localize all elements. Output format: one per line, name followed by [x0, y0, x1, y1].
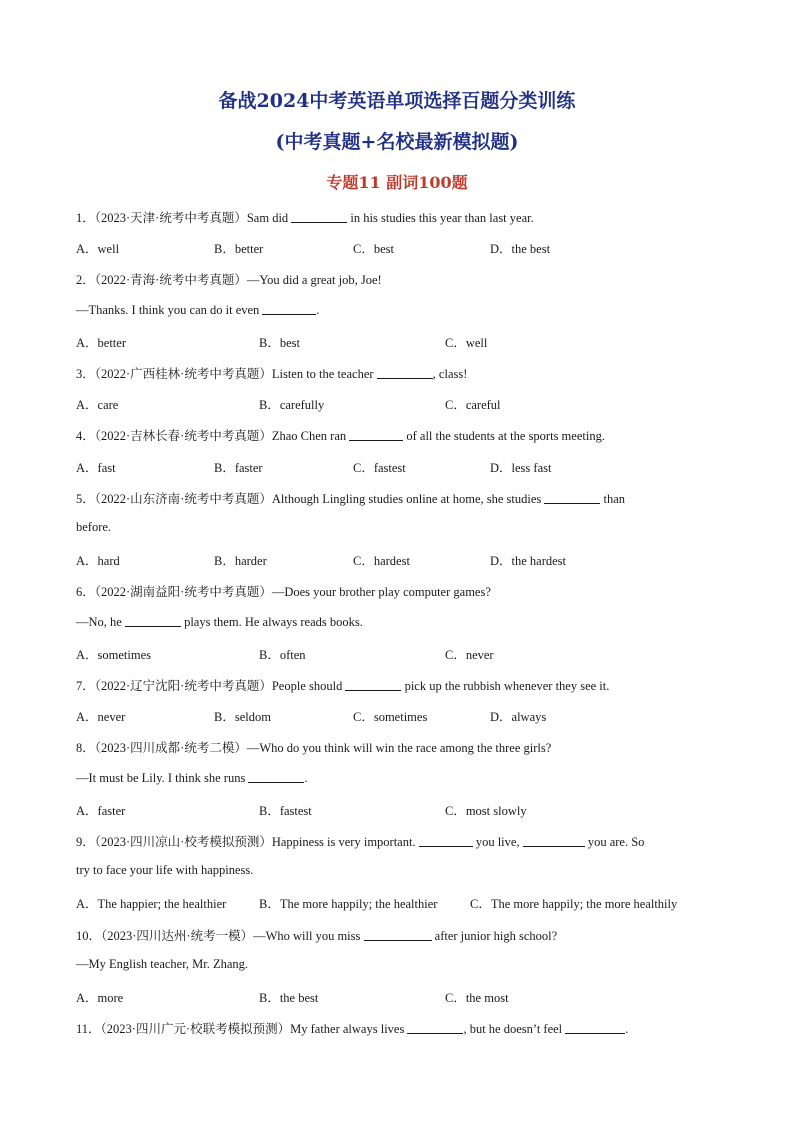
answer-blank — [523, 834, 585, 847]
question-8-line2: —It must be Lily. I think she runs . — [76, 771, 308, 785]
option-a: A．well — [76, 242, 120, 256]
answer-blank — [565, 1021, 625, 1034]
question-source: （2022·青海·统考中考真题） — [94, 273, 247, 287]
question-2-options — [76, 333, 716, 351]
option-b: B．seldom — [214, 710, 271, 724]
question-2-line2: —Thanks. I think you can do it even . — [76, 303, 320, 317]
answer-blank — [364, 928, 432, 941]
option-b: B．better — [214, 242, 264, 256]
question-8: 8．（2023·四川成都·统考二模）—Who do you think will win the race among the three girls? — [76, 741, 552, 755]
option-b: B．best — [259, 336, 300, 350]
option-c: C．well — [445, 336, 488, 350]
option-b: B．harder — [214, 554, 267, 568]
option-b: B．carefully — [259, 398, 325, 412]
option-b: B．faster — [214, 461, 263, 475]
answer-blank — [345, 678, 401, 691]
question-9: 9．（2023·四川凉山·校考模拟预测）Happiness is very important. you live, you are. So — [76, 835, 645, 849]
option-d: D．always — [490, 710, 547, 724]
question-number: 4． — [76, 429, 95, 443]
answer-blank — [248, 770, 304, 783]
answer-blank — [544, 491, 600, 504]
question-source: （2022·辽宁沈阳·统考中考真题） — [94, 679, 272, 693]
option-b: B．often — [259, 648, 306, 662]
question-number: 3． — [76, 367, 95, 381]
question-number: 7． — [76, 679, 95, 693]
question-6: 6．（2022·湖南益阳·统考中考真题）—Does your brother play computer games? — [76, 585, 491, 599]
option-a: A．care — [76, 398, 119, 412]
question-11: 11．（2023·四川广元·校联考模拟预测）My father always lives , but he doesn’t feel . — [76, 1022, 629, 1036]
answer-blank — [262, 302, 316, 315]
question-number: 8． — [76, 741, 95, 755]
question-5: 5．（2022·山东济南·统考中考真题）Although Lingling studies online at home, she studies than — [76, 492, 626, 506]
question-number: 5． — [76, 492, 95, 506]
question-number: 10． — [76, 929, 102, 943]
question-source: （2023·四川凉山·校考模拟预测） — [94, 835, 272, 849]
option-a: A．faster — [76, 804, 126, 818]
question-source: （2023·四川成都·统考二模） — [94, 741, 247, 755]
question-source: （2022·广西桂林·统考中考真题） — [94, 367, 272, 381]
option-a: A．sometimes — [76, 648, 151, 662]
answer-blank — [125, 614, 181, 627]
question-source: （2022·湖南益阳·统考中考真题） — [94, 585, 272, 599]
option-c: C．most slowly — [445, 804, 527, 818]
option-c: C．careful — [445, 398, 501, 412]
answer-blank — [407, 1021, 463, 1034]
question-8-options — [76, 801, 716, 819]
question-source: （2023·四川广元·校联考模拟预测） — [100, 1022, 291, 1036]
option-a: A．never — [76, 710, 126, 724]
option-d: D．the hardest — [490, 554, 567, 568]
question-source: （2023·天津·统考中考真题） — [94, 211, 247, 225]
question-7-options — [76, 707, 716, 725]
option-a: A．better — [76, 336, 126, 350]
option-d: D．less fast — [490, 461, 552, 475]
question-5-line2: before. — [76, 520, 112, 534]
document-title: 备战2024中考英语单项选择百题分类训练 — [218, 90, 576, 112]
answer-blank — [419, 834, 473, 847]
option-a: A．fast — [76, 461, 116, 475]
option-c: C．the most — [445, 991, 509, 1005]
option-b: B．The more happily; the healthier — [259, 897, 438, 911]
question-2: 2．（2022·青海·统考中考真题）—You did a great job, Joe! — [76, 273, 382, 287]
option-a: A．more — [76, 991, 124, 1005]
document-title-line2: (中考真题+名校最新模拟题) — [275, 131, 519, 153]
question-10-line2: —My English teacher, Mr. Zhang. — [76, 957, 249, 971]
question-source: （2022·吉林长春·统考中考真题） — [94, 429, 272, 443]
question-6-options — [76, 645, 716, 663]
option-a: A．The happier; the healthier — [76, 897, 227, 911]
question-9-options — [76, 894, 716, 912]
question-5-options — [76, 551, 716, 569]
question-10: 10．（2023·四川达州·统考一模）—Who will you miss after junior high school? — [76, 929, 558, 943]
option-b: B．the best — [259, 991, 319, 1005]
question-1: 1．（2023·天津·统考中考真题）Sam did in his studies this year than last year. — [76, 211, 534, 225]
option-b: B．fastest — [259, 804, 312, 818]
question-number: 1． — [76, 211, 95, 225]
question-number: 2． — [76, 273, 95, 287]
option-c: C．never — [445, 648, 494, 662]
question-3: 3．（2022·广西桂林·统考中考真题）Listen to the teacher , class! — [76, 367, 468, 381]
option-a: A．hard — [76, 554, 120, 568]
question-4-options — [76, 458, 716, 476]
option-d: D．the best — [490, 242, 551, 256]
question-1-options — [76, 239, 716, 257]
section-subtitle: 专题11 副词100题 — [326, 173, 468, 192]
question-source: （2022·山东济南·统考中考真题） — [94, 492, 272, 506]
option-c: C．hardest — [353, 554, 410, 568]
question-3-options — [76, 395, 716, 413]
question-6-line2: —No, he plays them. He always reads books. — [76, 615, 363, 629]
option-c: C．fastest — [353, 461, 406, 475]
option-c: C．sometimes — [353, 710, 428, 724]
question-9-line2: try to face your life with happiness. — [76, 863, 254, 877]
question-10-options — [76, 988, 716, 1006]
question-number: 11． — [76, 1022, 101, 1036]
question-number: 9． — [76, 835, 95, 849]
question-number: 6． — [76, 585, 95, 599]
option-c: C．The more happily; the more healthily — [470, 897, 678, 911]
question-source: （2023·四川达州·统考一模） — [101, 929, 254, 943]
answer-blank — [377, 366, 433, 379]
question-4: 4．（2022·吉林长春·统考中考真题）Zhao Chen ran of all the students at the sports meeting. — [76, 429, 605, 443]
answer-blank — [291, 210, 347, 223]
option-c: C．best — [353, 242, 394, 256]
answer-blank — [349, 428, 403, 441]
question-7: 7．（2022·辽宁沈阳·统考中考真题）People should pick up the rubbish whenever they see it. — [76, 679, 610, 693]
